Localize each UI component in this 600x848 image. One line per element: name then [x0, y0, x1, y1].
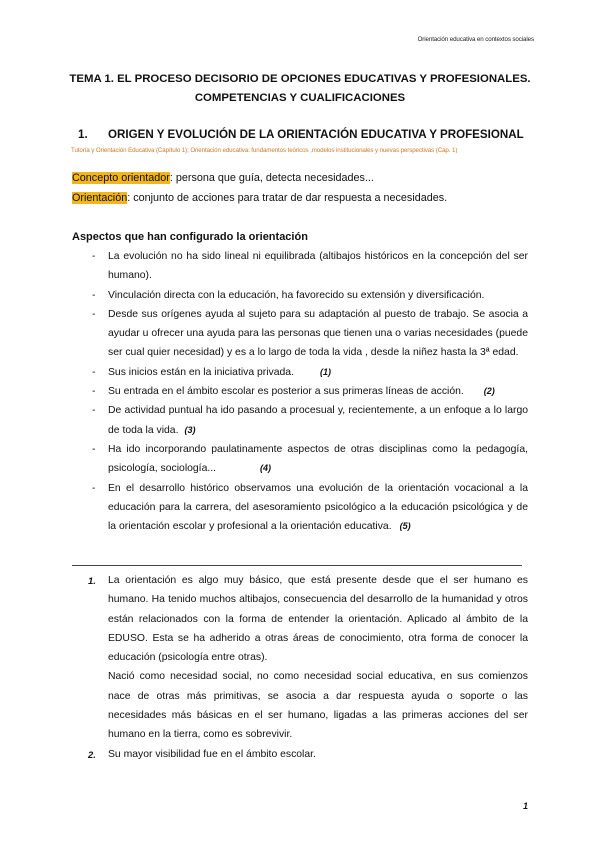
note-number: 1. — [88, 575, 96, 586]
note-reference: (1) — [319, 366, 331, 377]
dash-bullet: - — [92, 308, 96, 320]
dash-bullet: - — [92, 405, 96, 417]
section-number: 1. — [78, 128, 88, 141]
section-heading — [78, 128, 524, 141]
definition-concepto-orientador — [72, 172, 374, 184]
note-item — [88, 571, 528, 745]
dash-bullet: - — [92, 443, 96, 455]
list-item: - De actividad puntual ha ido pasando a procesual y, recientemente, a un enfoque a lo largo de toda la vida. (3) — [92, 401, 528, 440]
dash-bullet: - — [92, 251, 96, 262]
aspects-list — [92, 247, 528, 536]
running-header: Orientación educativa en contextos sociales — [417, 36, 534, 43]
note-paragraph: Su mayor visibilidad fue en el ámbito escolar. — [108, 748, 316, 760]
notes-list — [88, 571, 528, 764]
title-line-2: COMPETENCIAS Y CUALIFICACIONES — [194, 92, 406, 104]
definition-orientacion — [72, 192, 447, 204]
separator-line — [72, 565, 522, 566]
list-item: - Su entrada en el ámbito escolar es posterior a sus primeras líneas de acción. (2) — [92, 382, 528, 401]
note-reference: (3) — [184, 424, 196, 435]
list-item: - En el desarrollo histórico observamos una evolución de la orientación vocacional a la educación para la carrera, del asesoramiento psicológico a la educación psicológica y de la orientación escolar y profesional a la orientación educativa. (5) — [92, 479, 528, 537]
note-reference: (2) — [483, 386, 495, 397]
list-item: - Sus inicios están en la iniciativa privada. (1) — [92, 363, 528, 382]
dash-bullet: - — [92, 289, 96, 301]
section-title: ORIGEN Y EVOLUCIÓN DE LA ORIENTACIÓN EDUCATIVA Y PROFESIONAL — [108, 128, 524, 141]
note-item — [88, 745, 528, 764]
highlighted-term: Concepto orientador — [72, 172, 170, 184]
document-title — [60, 70, 540, 108]
definition-text: : conjunto de acciones para tratar de dar respuesta a necesidades. — [127, 192, 448, 204]
note-paragraph: Nació como necesidad social, no como necesidad social educativa, en sus comienzos nace de otras más primitivas, se asocia a dar respuesta ayuda o soporte o las necesidades más básicas en el ser humano, ligadas a las primeras acciones del ser humano en la tierra, como es sobrevivir. — [108, 671, 528, 741]
list-item: - Ha ido incorporando paulatinamente aspectos de otras disciplinas como la pedagogía, psicología, sociología... (4) — [92, 440, 528, 479]
dash-bullet: - — [92, 386, 96, 398]
note-reference: (5) — [399, 521, 411, 532]
definition-text: : persona que guía, detecta necesidades... — [169, 172, 374, 184]
dash-bullet: - — [92, 482, 96, 494]
dash-bullet: - — [92, 366, 96, 378]
bibliography-reference: Tutoría y Orientación Educativa (Capítulo 1); Orientación educativa: fundamentos teóricos ,modelos institucionales y nuevas perspectivas (Cap. 1) — [71, 147, 458, 154]
note-paragraph: La orientación es algo muy básico, que está presente desde que el ser humano es humano. Ha tenido muchos altibajos, consecuencia del desarrollo de la humanidad y otros están relacionados con la forma de entender la orientación. Aplicado al ámbito de la EDUSO. Esta se ha adherido a otras áreas de conocimiento, otra forma de conocer la educación (psicología entre otras). — [108, 575, 528, 664]
list-item: - Desde sus orígenes ayuda al sujeto para su adaptación al puesto de trabajo. Se asocia a ayudar u ofrecer una ayuda para las personas que tienen una o varias necesidades (puede ser cual quier necesidad) y es a lo largo de toda la vida , desde la niñez hasta la 3ª edad. — [92, 305, 528, 363]
highlighted-term: Orientación — [72, 192, 128, 204]
note-reference: (4) — [260, 463, 272, 474]
list-item: - Vinculación directa con la educación, ha favorecido su extensión y diversificación. — [92, 286, 528, 305]
aspects-heading: Aspectos que han configurado la orientación — [72, 231, 308, 243]
title-line-1: TEMA 1. EL PROCESO DECISORIO DE OPCIONES EDUCATIVAS Y PROFESIONALES. — [69, 73, 531, 85]
page-number: 1 — [522, 801, 528, 811]
list-item: - La evolución no ha sido lineal ni equilibrada (altibajos históricos en la concepción del ser humano). — [92, 247, 528, 286]
note-number: 2. — [88, 748, 96, 760]
